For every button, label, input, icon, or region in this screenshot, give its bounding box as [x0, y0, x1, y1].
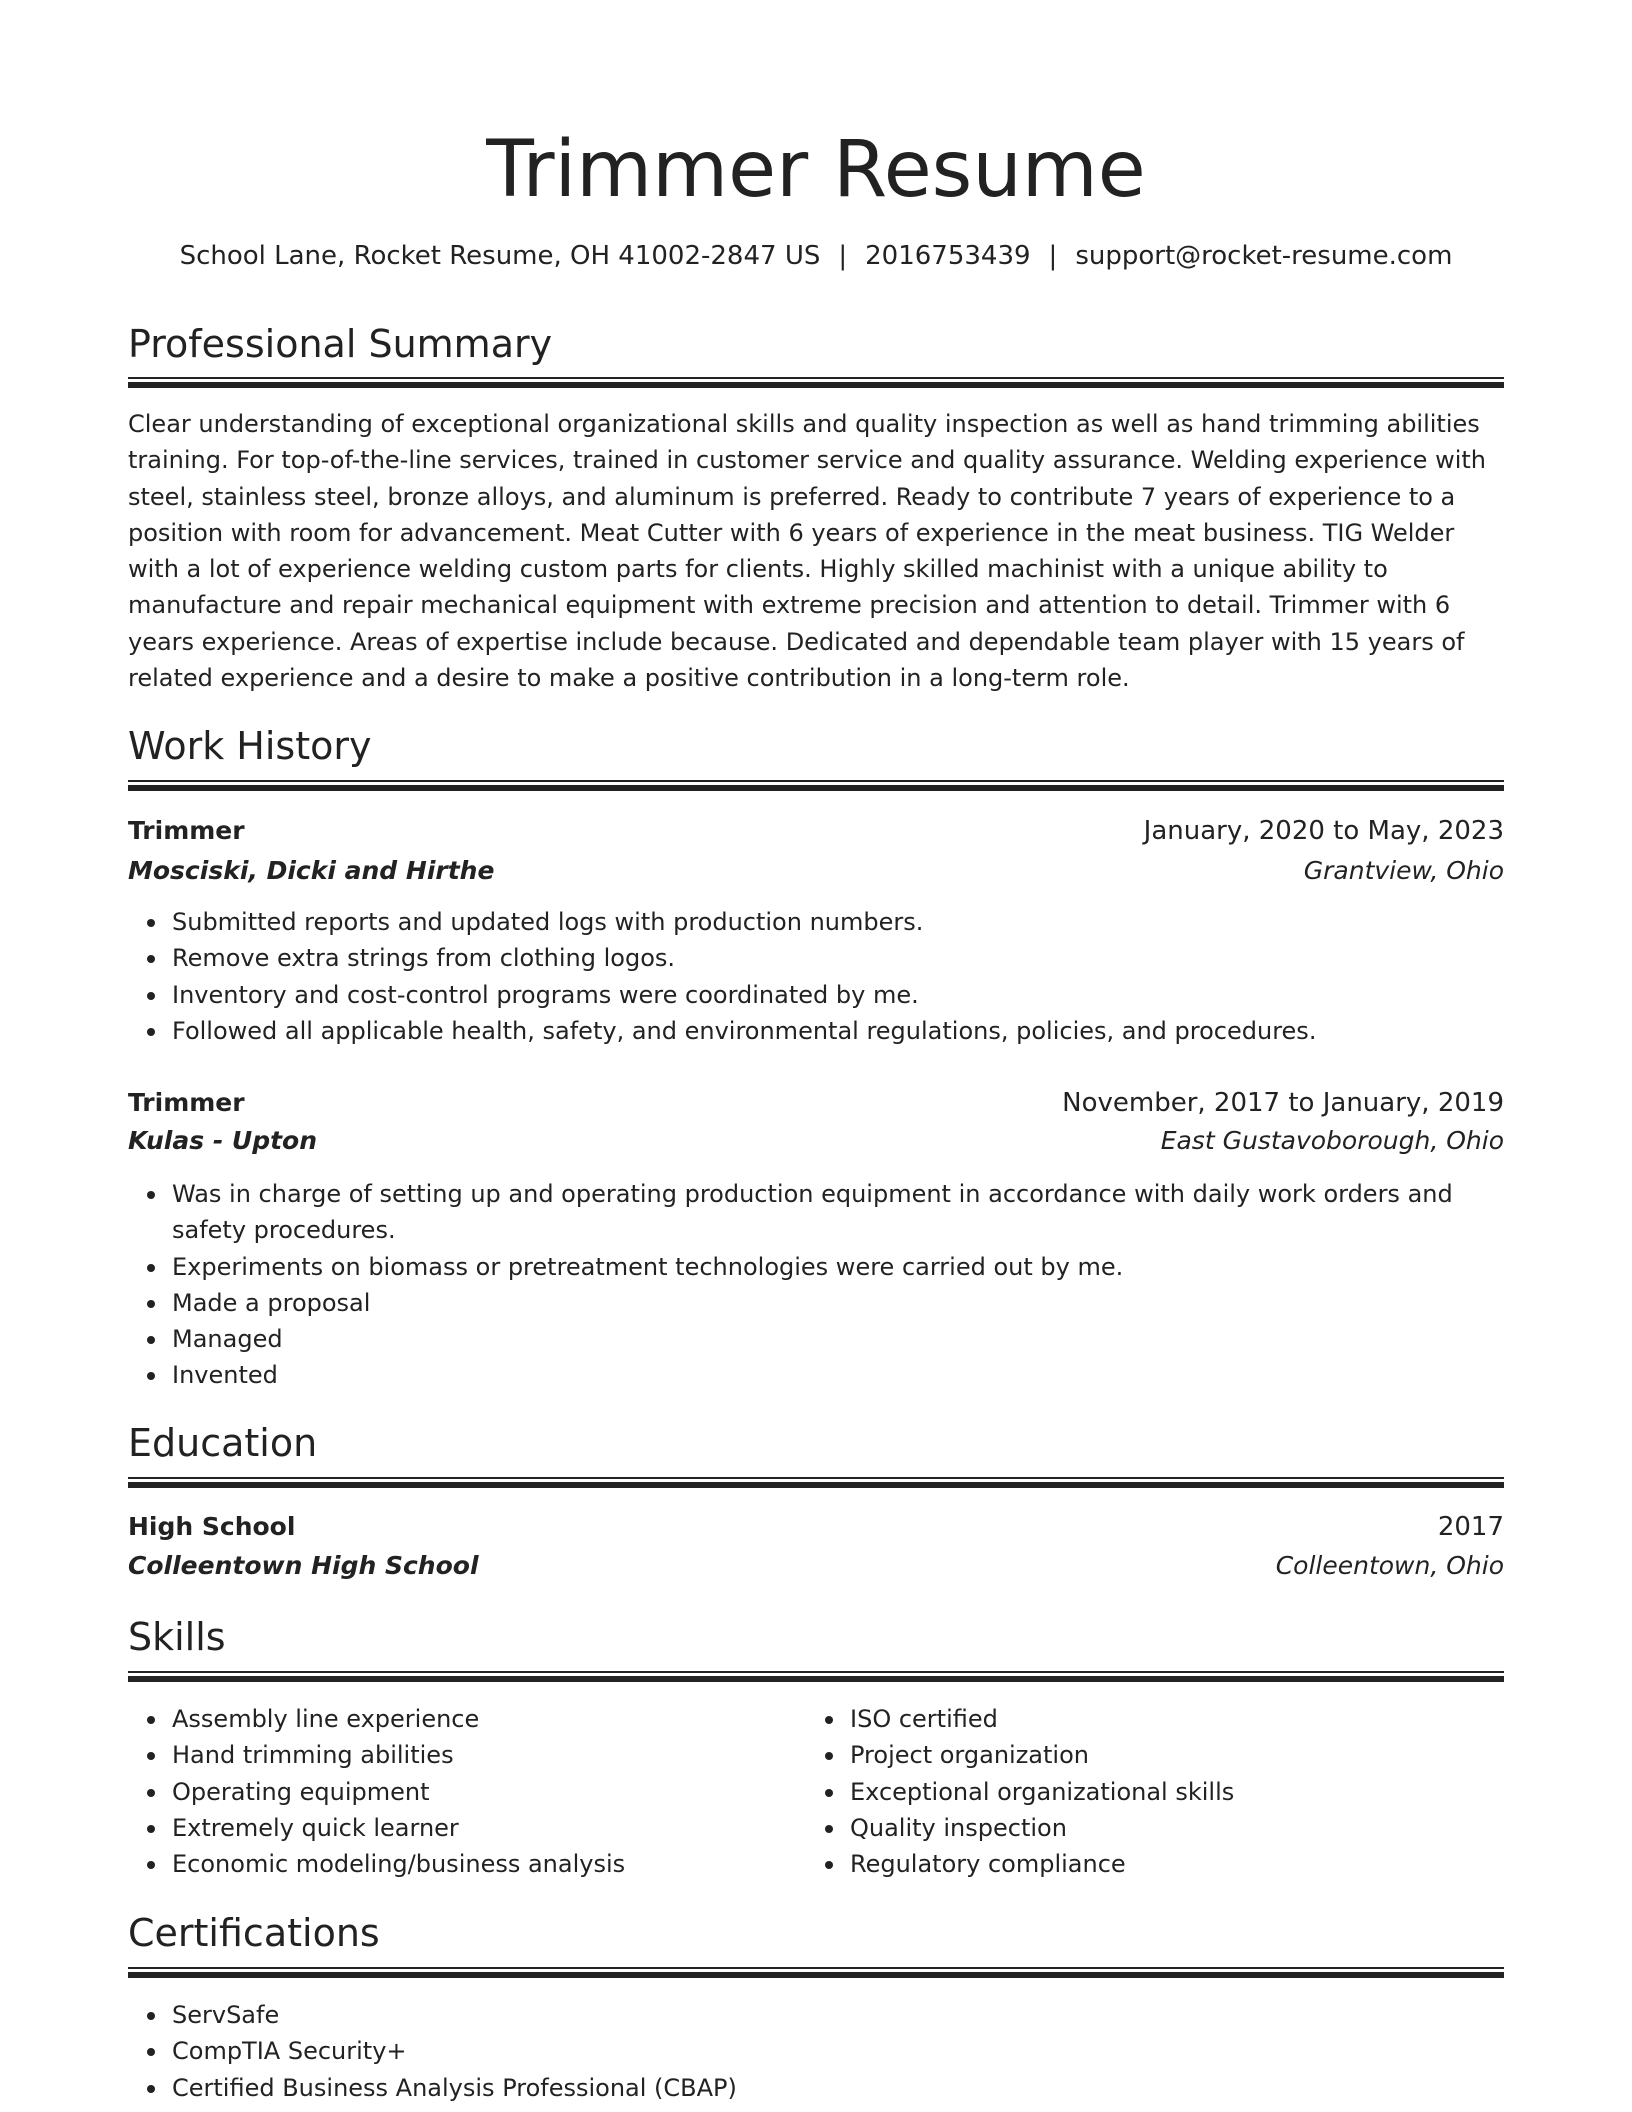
list-item: Invented: [172, 1357, 1504, 1393]
list-item: Operating equipment: [172, 1774, 802, 1810]
contact-separator: |: [838, 241, 848, 271]
section-heading-skills: Skills: [128, 1615, 226, 1659]
section-divider: [128, 780, 1504, 791]
job-dates: November, 2017 to January, 2019: [1062, 1088, 1504, 1118]
list-item: Extremely quick learner: [172, 1810, 802, 1846]
skills-list-right: [806, 1701, 1504, 1882]
section-divider: [128, 1671, 1504, 1682]
section-divider: [128, 1967, 1504, 1978]
education-header-row: [128, 1508, 1504, 1546]
list-item: Exceptional organizational skills: [850, 1774, 1504, 1810]
section-divider: [128, 1477, 1504, 1488]
job-header-row: [128, 812, 1504, 850]
education-school: Colleentown High School: [128, 1551, 479, 1580]
list-item: Followed all applicable health, safety, and environmental regulations, policies, and procedures.: [172, 1013, 1504, 1049]
resume-title: Trimmer Resume: [486, 125, 1146, 215]
list-item: ServSafe: [172, 1997, 1504, 2033]
job-location: East Gustavoborough, Ohio: [1160, 1126, 1504, 1155]
list-item: Quality inspection: [850, 1810, 1504, 1846]
education-location: Colleentown, Ohio: [1275, 1551, 1504, 1580]
job-company-row: [128, 1122, 1504, 1160]
contact-address: School Lane, Rocket Resume, OH 41002-2847 US: [179, 241, 821, 271]
list-item: CompTIA Security+: [172, 2033, 1504, 2069]
list-item: Managed: [172, 1321, 1504, 1357]
section-heading-work-history: Work History: [128, 724, 372, 768]
list-item: Experiments on biomass or pretreatment technologies were carried out by me.: [172, 1249, 1504, 1285]
list-item: Economic modeling/business analysis: [172, 1846, 802, 1882]
job-location: Grantview, Ohio: [1303, 856, 1504, 885]
skills-list-left: [128, 1701, 802, 1882]
education-year: 2017: [1437, 1512, 1504, 1542]
contact-line: [128, 238, 1504, 274]
certifications-list: [128, 1997, 1504, 2106]
job-header-row: [128, 1084, 1504, 1122]
job-company: Kulas - Upton: [128, 1126, 318, 1155]
list-item: Inventory and cost-control programs were coordinated by me.: [172, 977, 1504, 1013]
job-duties-list: [128, 1176, 1504, 1394]
job-company: Mosciski, Dicki and Hirthe: [128, 856, 495, 885]
contact-separator: |: [1048, 241, 1058, 271]
job-company-row: [128, 852, 1504, 890]
job-title: Trimmer: [128, 816, 245, 845]
education-degree: High School: [128, 1512, 296, 1541]
list-item: Submitted reports and updated logs with production numbers.: [172, 904, 1504, 940]
job-duties-list: [128, 904, 1504, 1049]
contact-email: support@rocket-resume.com: [1075, 241, 1453, 271]
list-item: ISO certified: [850, 1701, 1504, 1737]
section-heading-certifications: Certifications: [128, 1911, 380, 1955]
list-item: Was in charge of setting up and operating production equipment in accordance with daily work orders and safety procedures.: [172, 1176, 1504, 1249]
list-item: Assembly line experience: [172, 1701, 802, 1737]
list-item: Project organization: [850, 1737, 1504, 1773]
section-heading-education: Education: [128, 1421, 318, 1465]
education-school-row: [128, 1547, 1504, 1585]
job-dates: January, 2020 to May, 2023: [1143, 816, 1504, 846]
job-title: Trimmer: [128, 1088, 245, 1117]
list-item: Remove extra strings from clothing logos.: [172, 940, 1504, 976]
contact-phone: 2016753439: [865, 241, 1031, 271]
list-item: Certified Business Analysis Professional (CBAP): [172, 2070, 1504, 2106]
section-divider: [128, 377, 1504, 388]
section-heading-summary: Professional Summary: [128, 322, 553, 366]
list-item: Hand trimming abilities: [172, 1737, 802, 1773]
summary-text: Clear understanding of exceptional organizational skills and quality inspection as well as hand trimming abilities training. For top-of-the-line services, trained in customer service and quality assurance. Welding experience with steel, stainless steel, bronze alloys, and aluminum is preferred. Ready to contribute 7 years of experience to a position with room for advancement. Meat Cutter with 6 years of experience in the meat business. TIG Welder with a lot of experience welding custom parts for clients. Highly skilled machinist with a unique ability to manufacture and repair mechanical equipment with extreme precision and attention to detail. Trimmer with 6 years experience. Areas of expertise include because. Dedicated and dependable team player with 15 years of related experience and a desire to make a positive contribution in a long-term role.: [128, 410, 1486, 693]
list-item: Made a proposal: [172, 1285, 1504, 1321]
list-item: Regulatory compliance: [850, 1846, 1504, 1882]
